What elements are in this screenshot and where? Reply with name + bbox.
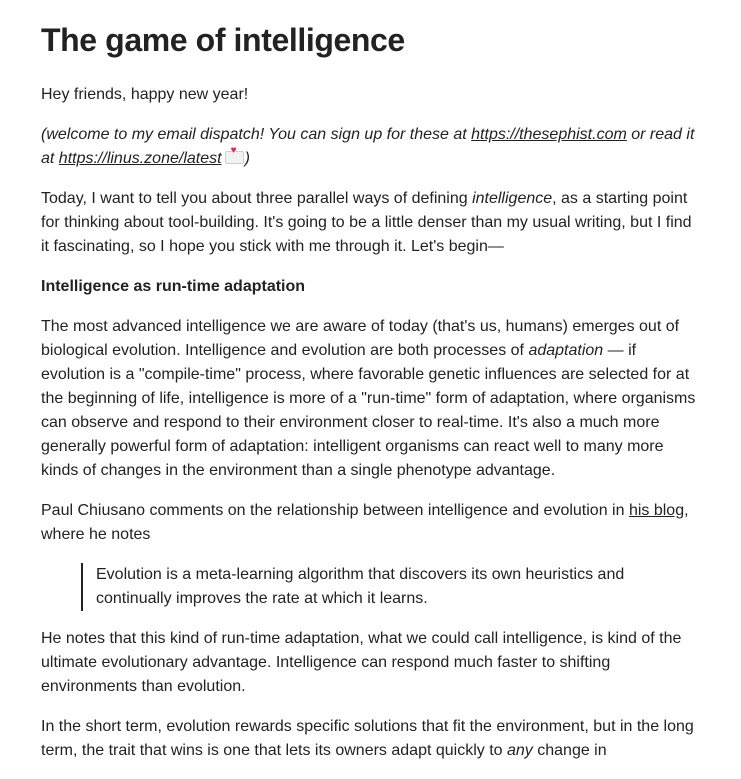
latest-link[interactable]: https://linus.zone/latest	[58, 150, 222, 167]
runtime-paragraph: He notes that this kind of run-time adaptation, what we could call intelligence, is kind of the ultimate evolutionary advantage. Intelligence can respond much faster to shifting environments than evolution.	[41, 630, 682, 695]
opening-paragraph: Today, I want to tell you about three parallel ways of defining intelligence, as a starting point for thinking about tool-building. It's going to be a little denser than my usual writing, but I find it fascinating, so I hope you stick with me through it. Let's begin—	[41, 190, 692, 255]
love-letter-icon: ♥	[225, 151, 244, 164]
blockquote: Evolution is a meta-learning algorithm that discovers its own heuristics and continually improves the rate at which it learns.	[81, 563, 701, 611]
thesephist-link[interactable]: https://thesephist.com	[471, 126, 627, 143]
section-heading: Intelligence as run-time adaptation	[41, 278, 306, 295]
article-title: The game of intelligence	[41, 22, 405, 58]
chiusano-paragraph: Paul Chiusano comments on the relationship between intelligence and evolution in his blog, where he notes	[41, 502, 689, 543]
greeting-paragraph: Hey friends, happy new year!	[41, 86, 249, 103]
short-term-paragraph: In the short term, evolution rewards specific solutions that fit the environment, but in the long term, the trait that wins is one that lets its owners adapt quickly to any change in	[41, 718, 694, 759]
evolution-paragraph: The most advanced intelligence we are aware of today (that's us, humans) emerges out of biological evolution. Intelligence and evolution are both processes of adaptation — if evolution is a "compile-time" process, where favorable genetic influences are selected for at the beginning of life, intelligence is more of a "run-time" form of adaptation, where organisms can observe and respond to their environment closer to real-time. It's also a much more generally powerful form of adaptation: intelligent organisms can react well to many more kinds of changes in the environment than a single phenotype advantage.	[41, 318, 696, 479]
his-blog-link[interactable]: his blog	[628, 502, 685, 519]
article	[41, 20, 701, 779]
intro-paragraph: (welcome to my email dispatch! You can sign up for these at https://thesephist.com or read it at https://linus.zone/latest ♥ )	[41, 126, 695, 167]
